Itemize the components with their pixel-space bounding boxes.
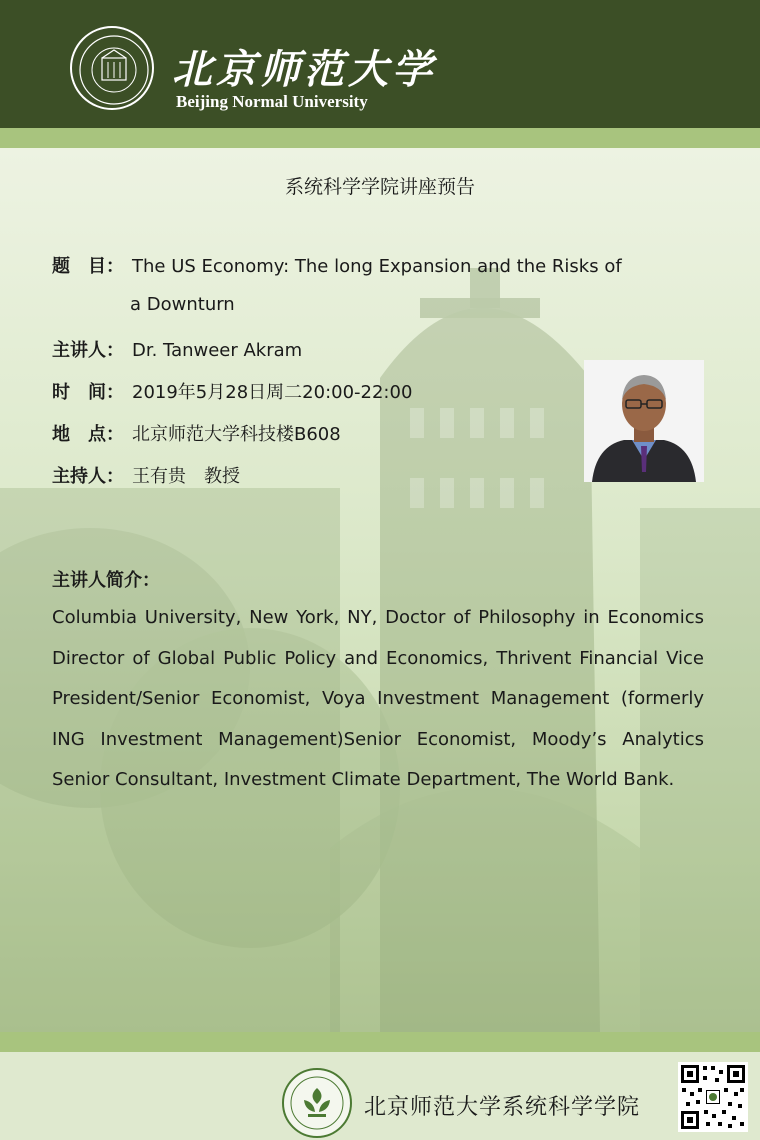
- host-label: 主持人：: [52, 466, 124, 487]
- lecture-title-continued: a Downturn: [130, 294, 235, 315]
- place-label: 地 点：: [52, 424, 124, 445]
- host-name: 王有贵 教授: [132, 466, 240, 487]
- header-stripe: [0, 128, 760, 148]
- speaker-bio: Columbia University, New York, NY, Doctor of Philosophy in Economics Director of Global Public Policy and Economics, Thrivent Financial Vice President/Senior Economist, Voya Investment Management (formerly ING Investment Management)Senior Economist, Moody’s Analytics Senior Consultant, Investment Climate Department, The World Bank.: [52, 607, 704, 790]
- title-label: 题 目：: [52, 256, 124, 277]
- lecture-place: 北京师范大学科技楼B608: [132, 424, 341, 445]
- lecture-time: 2019年5月28日周二20:00-22:00: [132, 382, 413, 403]
- place-row: [52, 420, 341, 446]
- header-bar: [0, 0, 760, 128]
- university-seal-icon: [70, 26, 154, 110]
- footer-stripe: [0, 1032, 760, 1052]
- lecture-title: The US Economy: The long Expansion and the Risks of: [132, 256, 622, 277]
- speaker-row: [52, 336, 302, 362]
- host-row: [52, 462, 240, 488]
- school-name: 北京师范大学系统科学学院: [364, 1095, 641, 1120]
- speaker-label: 主讲人：: [52, 340, 124, 361]
- school-seal-icon: [282, 1068, 352, 1138]
- speaker-name: Dr. Tanweer Akram: [132, 340, 303, 361]
- time-label: 时 间：: [52, 382, 124, 403]
- bio-heading: 主讲人简介：: [52, 570, 160, 591]
- speaker-photo: [584, 360, 704, 482]
- qr-code-icon[interactable]: [678, 1062, 748, 1132]
- poster-content: [0, 148, 760, 1032]
- logo-english: Beijing Normal University: [176, 92, 368, 111]
- time-row: [52, 378, 412, 404]
- title-row: [52, 252, 622, 278]
- logo-chinese: 北京师范大学: [172, 46, 436, 93]
- page-title: 系统科学学院讲座预告: [284, 176, 475, 198]
